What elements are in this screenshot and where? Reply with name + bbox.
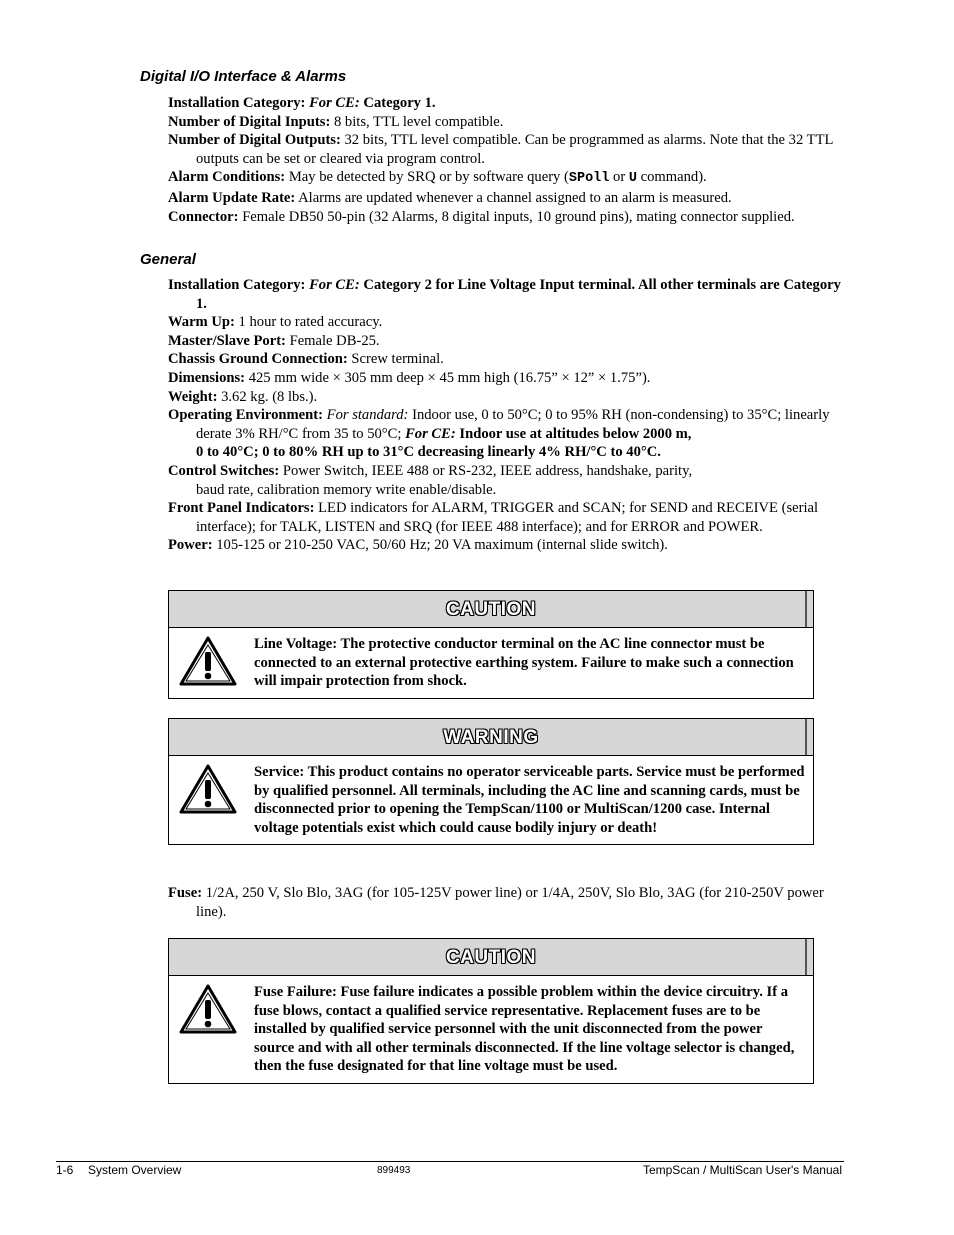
command-u: U bbox=[628, 171, 637, 187]
spec-power bbox=[168, 536, 848, 555]
spec-label: Installation Category: bbox=[168, 95, 306, 111]
header-edge-divider bbox=[805, 939, 807, 975]
spec-fuse bbox=[168, 884, 848, 921]
spec-label: Number of Digital Inputs: bbox=[168, 113, 331, 130]
warning-title: WARNING bbox=[443, 727, 539, 748]
spec-value: LED indicators for ALARM, TRIGGER and SCAN; for SEND and RECEIVE (serial interface); for TALK, LISTEN and SRQ (for IEEE 488 interface); and for ERROR and POWER. bbox=[196, 500, 819, 535]
header-edge-divider bbox=[805, 719, 807, 755]
spec-value: Female DB50 50-pin (32 Alarms, 8 digital inputs, 10 ground pins), mating connector supplied. bbox=[242, 208, 795, 225]
spec-label: Alarm Conditions: bbox=[168, 169, 286, 186]
spec-value: May be detected by SRQ or by software query ( bbox=[288, 169, 569, 186]
spec-value-2: baud rate, calibration memory write enable/disable. bbox=[196, 481, 497, 498]
caution-header bbox=[169, 591, 813, 628]
spec-value: Female DB-25. bbox=[289, 332, 380, 349]
spec-label: Warm Up: bbox=[168, 314, 235, 331]
caution-box-line-voltage bbox=[168, 590, 814, 699]
spec-label: Power: bbox=[168, 537, 213, 554]
spec-value: 1 hour to rated accuracy. bbox=[238, 314, 383, 331]
footer-doc-number: 899493 bbox=[377, 1165, 411, 1176]
spec-label: Front Panel Indicators: bbox=[168, 500, 315, 517]
spec-ce-label: For CE: bbox=[309, 95, 360, 111]
spec-label: Chassis Ground Connection: bbox=[168, 351, 348, 368]
spec-label: Connector: bbox=[168, 208, 239, 225]
spec-label: Installation Category: bbox=[168, 277, 306, 293]
header-edge-divider bbox=[805, 591, 807, 627]
spec-value: Category 1. bbox=[363, 95, 436, 111]
warning-triangle-icon bbox=[179, 984, 237, 1034]
spec-connector bbox=[168, 208, 848, 227]
spec-master-slave-port bbox=[168, 332, 848, 351]
spec-ce-value: Indoor use at altitudes below 2000 m, bbox=[459, 425, 692, 442]
caution-body bbox=[169, 628, 813, 698]
digital-io-spec-list bbox=[168, 94, 848, 226]
spec-installation-category bbox=[168, 276, 848, 313]
spec-chassis-ground bbox=[168, 350, 848, 369]
warning-text: Service: This product contains no operator serviceable parts. Service must be performed by qualified personnel. All terminals, including the AC line and scanning cards, must be disconnected prior to opening the TempScan/1100 or MultiScan/1200 case. Internal voltage potentials exist which could cause bodily injury or death! bbox=[254, 764, 805, 836]
command-spoll: SPoll bbox=[568, 171, 610, 187]
footer-page-number: 1-6 bbox=[56, 1163, 74, 1177]
spec-weight bbox=[168, 388, 848, 407]
spec-label: Weight: bbox=[168, 388, 218, 405]
spec-label: Operating Environment: bbox=[168, 407, 323, 424]
spec-value: 3.62 kg. (8 lbs.). bbox=[221, 388, 318, 405]
spec-control-switches bbox=[168, 462, 848, 499]
spec-value: 1/2A, 250 V, Slo Blo, 3AG (for 105-125V power line) or 1/4A, 250V, Slo Blo, 3AG (for 210-250V power line). bbox=[196, 885, 824, 920]
spec-value: 32 bits, TTL level compatible. Can be programmed as alarms. Note that the 32 TTL outputs can be set or cleared via program control. bbox=[196, 132, 833, 167]
spec-value: Indoor use, 0 to 50°C; 0 to 95% RH (non-condensing) to 35°C; linearly derate 3% RH/°C from 35 to 50°C; bbox=[196, 407, 830, 442]
spec-label: Alarm Update Rate: bbox=[168, 189, 296, 206]
caution-text: Line Voltage: The protective conductor terminal on the AC line connector must be connected to an external protective earthing system. Failure to make such a connection will impair protection from shock. bbox=[254, 636, 794, 690]
spec-label: Control Switches: bbox=[168, 462, 280, 479]
caution-body bbox=[169, 976, 813, 1083]
spec-ce-label: For CE: bbox=[309, 277, 360, 293]
caution-text: Fuse Failure: Fuse failure indicates a possible problem within the device circuitry. If a fuse blows, contact a qualified service representative. Replacement fuses are to be installed by qualified service personnel with the unit disconnected from the power source and with all other terminals disconnected. If the line voltage selector is changed, then the fuse designated for that line voltage must be used. bbox=[254, 984, 795, 1075]
spec-value: Category 2 for Line Voltage Input terminal. All other terminals are Category 1. bbox=[196, 277, 841, 312]
fuse-spec bbox=[168, 884, 848, 921]
spec-value: 8 bits, TTL level compatible. bbox=[333, 113, 504, 130]
warning-box-service bbox=[168, 718, 814, 845]
spec-digital-inputs bbox=[168, 113, 848, 132]
spec-value: 105-125 or 210-250 VAC, 50/60 Hz; 20 VA maximum (internal slide switch). bbox=[216, 537, 668, 554]
caution-title: CAUTION bbox=[445, 947, 537, 968]
section-heading-digital-io: Digital I/O Interface & Alarms bbox=[140, 68, 347, 85]
warning-triangle-icon bbox=[179, 636, 237, 686]
spec-value: 425 mm wide × 305 mm deep × 45 mm high (16.75” × 12” × 1.75”). bbox=[248, 369, 651, 386]
spec-installation-category bbox=[168, 94, 848, 113]
spec-front-panel-indicators bbox=[168, 499, 848, 536]
spec-value: Power Switch, IEEE 488 or RS-232, IEEE address, handshake, parity, bbox=[282, 462, 693, 479]
spec-value: Alarms are updated whenever a channel assigned to an alarm is measured. bbox=[298, 189, 732, 206]
caution-title: CAUTION bbox=[445, 599, 537, 620]
warning-body bbox=[169, 756, 813, 844]
caution-header bbox=[169, 939, 813, 976]
spec-label: Master/Slave Port: bbox=[168, 332, 286, 349]
spec-label: Fuse: bbox=[168, 885, 203, 901]
spec-alarm-conditions bbox=[168, 168, 848, 189]
footer-section-title: System Overview bbox=[88, 1163, 182, 1177]
caution-box-fuse-failure bbox=[168, 938, 814, 1084]
warning-header bbox=[169, 719, 813, 756]
spec-ce-value-2: 0 to 40°C; 0 to 80% RH up to 31°C decreasing linearly 4% RH/°C to 40°C. bbox=[196, 444, 661, 461]
footer-divider bbox=[56, 1161, 844, 1162]
general-spec-list bbox=[168, 276, 848, 555]
spec-value-end: command). bbox=[640, 169, 707, 186]
spec-ce-label: For CE: bbox=[405, 425, 456, 442]
spec-value-or: or bbox=[613, 169, 626, 186]
footer-manual-title: TempScan / MultiScan User's Manual bbox=[642, 1163, 842, 1177]
spec-dimensions bbox=[168, 369, 848, 388]
spec-warm-up bbox=[168, 313, 848, 332]
spec-label: Number of Digital Outputs: bbox=[168, 132, 341, 149]
spec-standard-label: For standard: bbox=[326, 407, 409, 424]
spec-operating-environment bbox=[168, 406, 848, 462]
spec-digital-outputs bbox=[168, 131, 848, 168]
spec-value: Screw terminal. bbox=[351, 351, 444, 368]
spec-label: Dimensions: bbox=[168, 369, 246, 386]
section-heading-general: General bbox=[140, 251, 196, 268]
warning-triangle-icon bbox=[179, 764, 237, 814]
spec-alarm-update-rate bbox=[168, 189, 848, 208]
